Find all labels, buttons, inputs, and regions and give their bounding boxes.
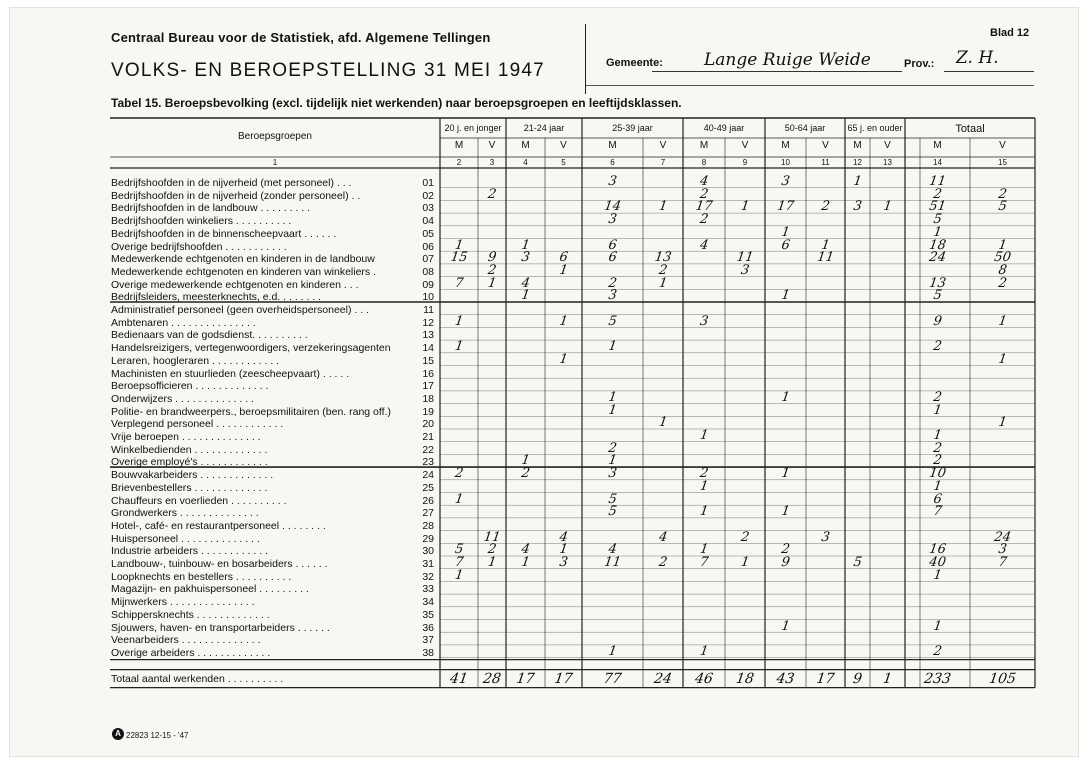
handwritten-value: 24	[928, 250, 947, 266]
handwritten-value: 2	[520, 466, 531, 482]
handwritten-value: 2	[932, 389, 943, 405]
handwritten-value: 7	[932, 504, 943, 520]
row-code: 14	[422, 342, 434, 355]
handwritten-value: 4	[520, 542, 531, 558]
row-label: Bedrijfsleiders, meesterknechts, e.d. . . . . . . .	[111, 291, 322, 304]
handwritten-value: 2	[739, 529, 751, 545]
handwritten-value: 1	[520, 453, 531, 469]
handwritten-value: 1	[698, 504, 710, 520]
row-code: 01	[422, 177, 434, 189]
table-title: Tabel 15. Beroepsbevolking (excl. tijdelijk niet werkenden) naar beroepsgroepen en leeftijdsklassen.	[111, 96, 682, 110]
row-label: Grondwerkers . . . . . . . . . . . . . .	[111, 507, 259, 520]
sex-label: M	[521, 140, 530, 151]
handwritten-value: 2	[486, 542, 498, 558]
handwritten-value: 5	[932, 212, 943, 228]
handwritten-value: 1	[997, 351, 1008, 367]
column-number: 4	[523, 158, 528, 167]
row-code: 33	[422, 583, 434, 596]
total-label: Totaal aantal werkenden . . . . . . . . . .	[111, 672, 284, 685]
handwritten-value: 1	[558, 351, 569, 367]
handwritten-value: 1	[520, 555, 531, 570]
handwritten-value: 1	[558, 542, 569, 558]
handwritten-value: 2	[997, 275, 1008, 291]
bureau-heading: Centraal Bureau voor de Statistiek, afd. Algemene Tellingen	[111, 30, 491, 45]
handwritten-value: 1	[486, 275, 498, 291]
handwritten-value: 1	[932, 428, 943, 443]
handwritten-value: 1	[607, 389, 618, 405]
group-header: Beroepsgroepen	[238, 131, 312, 142]
row-label: Bedrijfshoofden winkeliers . . . . . . . . . .	[111, 215, 292, 228]
handwritten-value: 9	[486, 250, 498, 266]
age-class-header: 50-64 jaar	[784, 123, 826, 133]
handwritten-value: 1	[657, 199, 669, 215]
row-label: Leraren, hoogleraren . . . . . . . . . . . .	[111, 354, 280, 367]
row-code: 24	[422, 469, 434, 482]
sex-label: V	[488, 140, 496, 151]
handwritten-value: 5	[997, 199, 1008, 215]
total-value: 28	[481, 670, 503, 687]
row-code: 36	[422, 621, 434, 634]
row-code: 02	[422, 189, 434, 202]
column-number: 2	[456, 158, 462, 167]
row-label: Hotel-, café- en restaurantpersoneel . . . . . . . .	[111, 519, 326, 532]
row-label: Overige bedrijfshoofden . . . . . . . . . . .	[111, 240, 287, 253]
handwritten-value: 1	[558, 313, 569, 329]
row-code: 09	[422, 278, 434, 291]
handwritten-value: 6	[780, 237, 791, 253]
handwritten-value: 11	[603, 555, 622, 570]
handwritten-value: 2	[932, 643, 943, 659]
row-label: Bedrijfshoofden in de binnenscheepvaart . . . . . .	[111, 227, 337, 240]
handwritten-value: 40	[928, 555, 947, 570]
handwritten-value: 1	[997, 415, 1008, 431]
sex-label: V	[884, 140, 891, 151]
handwritten-value: 2	[997, 186, 1008, 202]
handwritten-value: 1	[698, 542, 710, 558]
handwritten-value: 3	[780, 174, 791, 189]
handwritten-value: 11	[735, 250, 755, 266]
row-label: Chauffeurs en voerlieden . . . . . . . . . .	[111, 494, 287, 507]
handwritten-value: 2	[698, 186, 710, 202]
handwritten-value: 15	[449, 250, 469, 266]
age-class-header: 65 j. en ouder	[847, 123, 903, 133]
header-divider	[585, 24, 586, 94]
column-number: 3	[489, 158, 495, 167]
sex-label: V	[560, 140, 567, 151]
province-value: Z. H.	[956, 48, 999, 68]
sex-label: M	[781, 140, 790, 151]
handwritten-value: 3	[997, 542, 1008, 558]
column-number: 14	[933, 158, 942, 167]
total-value: 46	[693, 670, 715, 687]
total-value: 233	[923, 670, 952, 687]
row-code: 05	[422, 227, 434, 240]
handwritten-value: 1	[932, 224, 943, 240]
census-title: VOLKS- EN BEROEPSTELLING 31 MEI 1947	[111, 60, 545, 81]
handwritten-value: 1	[453, 567, 465, 583]
row-code: 04	[422, 215, 434, 228]
handwritten-value: 10	[928, 466, 947, 482]
row-code: 16	[422, 367, 434, 380]
handwritten-value: 17	[776, 199, 795, 215]
handwritten-value: 13	[928, 275, 947, 291]
handwritten-value: 5	[852, 555, 863, 570]
gemeente-label: Gemeente:	[606, 57, 663, 69]
sex-label: M	[853, 140, 862, 151]
handwritten-value: 2	[657, 262, 669, 278]
handwritten-value: 6	[932, 491, 943, 507]
row-code: 20	[422, 418, 434, 431]
handwritten-value: 1	[453, 313, 465, 329]
row-label: Bedrijfshoofden in de nijverheid (zonder personeel) . .	[111, 189, 361, 202]
gemeente-underline	[652, 71, 902, 72]
handwritten-value: 2	[932, 453, 943, 469]
province-underline	[944, 71, 1034, 72]
handwritten-value: 11	[482, 529, 502, 545]
handwritten-value: 1	[997, 237, 1008, 253]
row-code: 25	[422, 481, 434, 494]
row-label: Machinisten en stuurlieden (zeescheepvaart) . . . . .	[111, 367, 350, 380]
row-code: 26	[422, 494, 434, 507]
total-value: 1	[881, 670, 894, 687]
row-code: 32	[422, 570, 434, 583]
row-label: Medewerkende echtgenoten en kinderen in de landbouw	[111, 253, 375, 266]
handwritten-value: 1	[486, 555, 498, 570]
handwritten-value: 16	[928, 542, 947, 558]
handwritten-value: 1	[820, 237, 831, 253]
row-code: 11	[423, 304, 434, 316]
handwritten-value: 2	[780, 542, 791, 558]
handwritten-value: 7	[453, 555, 465, 570]
row-label: Onderwijzers . . . . . . . . . . . . . .	[111, 392, 254, 405]
gemeente-value: Lange Ruige Weide	[704, 50, 871, 70]
handwritten-value: 2	[657, 555, 669, 570]
column-number: 9	[742, 158, 748, 167]
row-label: Administratief personeel (geen overheidspersoneel) . . .	[111, 304, 369, 316]
column-number: 8	[701, 158, 707, 167]
age-class-header: 40-49 jaar	[703, 123, 745, 133]
row-code: 38	[422, 646, 434, 659]
handwritten-value: 1	[852, 174, 863, 189]
row-label: Bouwvakarbeiders . . . . . . . . . . . . .	[111, 469, 274, 482]
row-label: Politie- en brandweerpers., beroepsmilitairen (ben. rang off.)	[111, 405, 391, 418]
handwritten-value: 1	[607, 643, 618, 659]
row-code: 27	[422, 507, 434, 520]
row-label: Magazijn- en pakhuispersoneel . . . . . . . . .	[111, 583, 309, 596]
handwritten-value: 1	[932, 402, 943, 418]
column-number: 10	[781, 158, 790, 167]
handwritten-value: 1	[780, 618, 791, 634]
handwritten-value: 5	[932, 288, 943, 304]
column-number: 6	[610, 158, 615, 167]
total-value: 9	[851, 670, 864, 687]
row-code: 35	[422, 608, 434, 621]
handwritten-value: 2	[698, 212, 710, 228]
total-value: 17	[515, 670, 536, 687]
row-label: Winkelbedienden . . . . . . . . . . . . .	[111, 443, 268, 456]
handwritten-value: 1	[739, 199, 751, 215]
handwritten-value: 51	[928, 199, 947, 215]
handwritten-value: 1	[607, 453, 618, 469]
row-code: 06	[422, 240, 434, 253]
handwritten-value: 1	[780, 288, 791, 304]
handwritten-value: 3	[558, 555, 569, 570]
row-code: 34	[422, 596, 434, 609]
sex-label: M	[454, 140, 464, 151]
handwritten-value: 3	[698, 313, 710, 329]
handwritten-value: 3	[520, 250, 531, 266]
row-code: 08	[422, 265, 434, 278]
handwritten-value: 2	[607, 275, 618, 291]
row-label: Overige arbeiders . . . . . . . . . . . . .	[111, 646, 271, 659]
row-code: 37	[422, 634, 434, 647]
sex-label: V	[741, 140, 749, 151]
handwritten-value: 2	[486, 186, 498, 202]
row-label: Industrie arbeiders . . . . . . . . . . . .	[111, 545, 268, 558]
row-label: Mijnwerkers . . . . . . . . . . . . . . .	[111, 596, 255, 609]
handwritten-value: 7	[997, 555, 1008, 570]
row-label: Huispersoneel . . . . . . . . . . . . . .	[111, 532, 260, 545]
handwritten-value: 3	[607, 174, 618, 189]
handwritten-value: 1	[739, 555, 751, 570]
handwritten-value: 1	[698, 643, 710, 659]
handwritten-value: 5	[453, 542, 465, 558]
sex-label: M	[933, 140, 942, 151]
row-label: Schippersknechts . . . . . . . . . . . . .	[111, 608, 270, 621]
handwritten-value: 1	[932, 478, 943, 494]
row-label: Ambtenaren . . . . . . . . . . . . . . .	[111, 316, 256, 329]
row-label: Brievenbestellers . . . . . . . . . . . . .	[111, 481, 268, 494]
column-number: 1	[272, 158, 278, 167]
age-class-header: 25-39 jaar	[612, 123, 653, 133]
column-number: 11	[821, 158, 830, 167]
handwritten-value: 1	[657, 415, 669, 431]
handwritten-value: 6	[607, 237, 618, 253]
handwritten-value: 1	[453, 491, 465, 507]
column-number: 7	[660, 158, 666, 167]
total-value: 105	[988, 670, 1017, 687]
row-label: Overige medewerkende echtgenoten en kinderen . . .	[111, 278, 359, 291]
sex-label: M	[608, 140, 617, 151]
row-label: Overige employé's . . . . . . . . . . . .	[111, 456, 268, 469]
row-code: 12	[422, 316, 434, 329]
handwritten-value: 9	[780, 555, 791, 570]
handwritten-value: 13	[653, 250, 673, 266]
handwritten-value: 11	[816, 250, 835, 266]
age-class-header: 21-24 jaar	[523, 123, 565, 133]
form-code: 22823 12-15 - '47	[126, 731, 189, 740]
handwritten-value: 1	[657, 275, 669, 291]
handwritten-value: 1	[932, 567, 943, 583]
handwritten-value: 8	[997, 262, 1008, 278]
row-code: 18	[422, 392, 434, 405]
row-label: Bedrijfshoofden in de nijverheid (met personeel) . . .	[111, 177, 352, 189]
row-label: Verplegend personeel . . . . . . . . . . . .	[111, 418, 284, 431]
handwritten-value: 1	[932, 618, 943, 634]
row-code: 28	[422, 519, 434, 532]
row-code: 03	[422, 202, 434, 215]
handwritten-value: 3	[607, 212, 618, 228]
handwritten-value: 2	[932, 440, 943, 456]
handwritten-value: 2	[820, 199, 831, 215]
handwritten-value: 9	[932, 313, 943, 329]
handwritten-value: 1	[453, 339, 465, 355]
handwritten-value: 1	[780, 224, 791, 240]
handwritten-value: 3	[820, 529, 831, 545]
handwritten-value: 1	[607, 339, 618, 355]
handwritten-value: 3	[852, 199, 863, 215]
handwritten-value: 2	[932, 186, 943, 202]
handwritten-value: 7	[698, 555, 710, 570]
handwritten-value: 4	[657, 529, 669, 545]
row-code: 23	[422, 456, 434, 469]
column-number: 15	[998, 158, 1007, 167]
row-label: Bedrijfshoofden in de landbouw . . . . . . . . .	[111, 202, 311, 215]
row-label: Beroepsofficieren . . . . . . . . . . . . .	[111, 380, 269, 393]
row-code: 07	[422, 253, 434, 266]
row-code: 22	[422, 443, 434, 456]
handwritten-value: 1	[520, 237, 531, 253]
handwritten-value: 1	[780, 466, 791, 482]
handwritten-value: 1	[558, 262, 569, 278]
row-code: 15	[422, 354, 434, 367]
handwritten-value: 18	[928, 237, 947, 253]
handwritten-value: 5	[607, 313, 618, 329]
total-value: 41	[448, 670, 470, 687]
column-number: 5	[561, 158, 566, 167]
row-code: 21	[422, 431, 434, 443]
handwritten-value: 3	[607, 288, 618, 304]
handwritten-value: 1	[453, 237, 465, 253]
total-value: 17	[815, 670, 836, 687]
handwritten-value: 4	[698, 237, 710, 253]
age-class-header: Totaal	[955, 123, 985, 135]
handwritten-value: 11	[928, 174, 947, 189]
handwritten-value: 2	[607, 440, 618, 456]
handwritten-value: 17	[694, 199, 714, 215]
sex-label: V	[822, 140, 829, 151]
row-label: Medewerkende echtgenoten en kinderen van winkeliers .	[111, 265, 376, 278]
age-class-header: 20 j. en jonger	[444, 123, 502, 133]
sex-label: M	[699, 140, 709, 151]
handwritten-value: 50	[993, 250, 1012, 266]
handwritten-value: 24	[993, 529, 1012, 545]
handwritten-value: 2	[698, 466, 710, 482]
handwritten-value: 4	[558, 529, 569, 545]
sex-label: V	[999, 140, 1006, 151]
row-label: Bedienaars van de godsdienst. . . . . . . . . .	[111, 329, 308, 342]
total-value: 17	[553, 670, 574, 687]
total-value: 24	[652, 670, 674, 687]
column-number: 13	[883, 158, 892, 167]
row-label: Handelsreizigers, vertegenwoordigers, verzekeringsagenten	[111, 342, 391, 355]
row-label: Veenarbeiders . . . . . . . . . . . . . .	[111, 634, 261, 647]
total-value: 77	[602, 670, 623, 687]
sex-label: V	[659, 140, 667, 151]
row-label: Sjouwers, haven- en transportarbeiders . . . . . .	[111, 621, 330, 634]
sheet-number: Blad 12	[990, 27, 1030, 39]
handwritten-value: 5	[607, 491, 618, 507]
row-label: Landbouw-, tuinbouw- en bosarbeiders . . . . . .	[111, 558, 328, 570]
handwritten-value: 1	[882, 199, 893, 215]
handwritten-value: 1	[780, 504, 791, 520]
column-number: 12	[853, 158, 862, 167]
row-code: 10	[422, 291, 434, 304]
province-label: Prov.:	[904, 58, 935, 70]
total-value: 43	[775, 670, 796, 687]
handwritten-value: 1	[520, 288, 531, 304]
handwritten-value: 1	[997, 313, 1008, 329]
row-label: Loopknechts en bestellers . . . . . . . . . .	[111, 570, 292, 583]
row-code: 30	[422, 545, 434, 558]
handwritten-value: 5	[607, 504, 618, 520]
row-code: 31	[422, 558, 434, 570]
handwritten-value: 4	[520, 275, 531, 291]
handwritten-value: 4	[698, 174, 710, 189]
handwritten-value: 3	[607, 466, 618, 482]
handwritten-value: 7	[453, 275, 465, 291]
handwritten-value: 3	[739, 262, 751, 278]
row-label: Vrije beroepen . . . . . . . . . . . . . .	[111, 431, 261, 443]
row-code: 19	[422, 405, 434, 418]
printer-badge: A	[112, 728, 124, 740]
row-code: 29	[422, 532, 434, 545]
total-value: 18	[734, 670, 756, 687]
handwritten-value: 6	[558, 250, 569, 266]
handwritten-value: 2	[453, 466, 465, 482]
handwritten-value: 2	[486, 262, 498, 278]
handwritten-value: 1	[607, 402, 618, 418]
handwritten-value: 1	[698, 428, 710, 443]
handwritten-value: 2	[932, 339, 943, 355]
row-code: 17	[422, 380, 434, 393]
header-rule	[586, 85, 1034, 86]
handwritten-value: 6	[607, 250, 618, 266]
row-code: 13	[422, 329, 434, 342]
handwritten-value: 4	[607, 542, 618, 558]
handwritten-value: 14	[603, 199, 622, 215]
handwritten-value: 1	[780, 389, 791, 405]
handwritten-value: 1	[698, 478, 710, 494]
